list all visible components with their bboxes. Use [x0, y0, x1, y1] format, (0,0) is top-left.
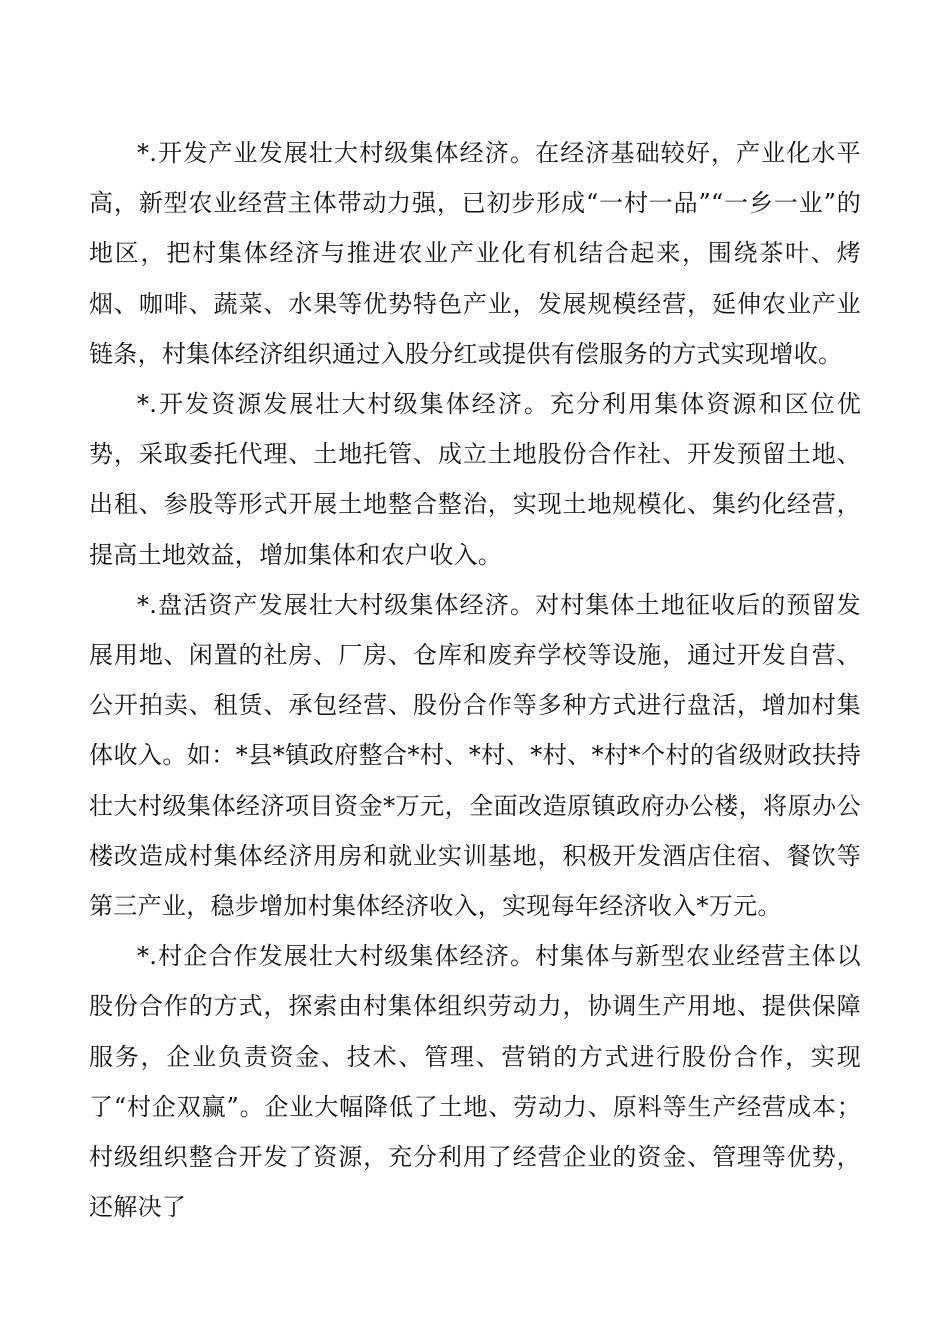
paragraph-resources: *.开发资源发展壮大村级集体经济。充分利用集体资源和区位优势，采取委托代理、土地托管、成立土地股份合作社、开发预留土地、出租、参股等形式开展土地整合整治，实现土地规模化、集约化经营，提高土地效益，增加集体和农户收入。 [89, 390, 861, 569]
paragraph-assets: *.盘活资产发展壮大村级集体经济。对村集体土地征收后的预留发展用地、闲置的社房、厂房、仓库和废弃学校等设施，通过开发自营、公开拍卖、租赁、承包经营、股份合作等多种方式进行盘活，增加村集体收入。如：*县*镇政府整合*村、*村、*村、*村*个村的省级财政扶持壮大村级集体经济项目资金*万元，全面改造原镇政府办公楼，将原办公楼改造成村集体经济用房和就业实训基地，积极开发酒店住宿、餐饮等第三产业，稳步增加村集体经济收入，实现每年经济收入*万元。 [89, 590, 861, 921]
paragraph-industry: *.开发产业发展壮大村级集体经济。在经济基础较好，产业化水平高，新型农业经营主体带动力强，已初步形成“一村一品”“一乡一业”的地区，把村集体经济与推进农业产业化有机结合起来，围绕茶叶、烤烟、咖啡、蔬菜、水果等优势特色产业，发展规模经营，延伸农业产业链条，村集体经济组织通过入股分红或提供有偿服务的方式实现增收。 [89, 139, 861, 368]
paragraph-village-enterprise: *.村企合作发展壮大村级集体经济。村集体与新型农业经营主体以股份合作的方式，探索由村集体组织劳动力，协调生产用地、提供保障服务，企业负责资金、技术、管理、营销的方式进行股份合作，实现了“村企双赢”。企业大幅降低了土地、劳动力、原料等生产经营成本；村级组织整合开发了资源，充分利用了经营企业的资金、管理等优势，还解决了 [89, 942, 861, 1222]
document-body [89, 128, 861, 1232]
